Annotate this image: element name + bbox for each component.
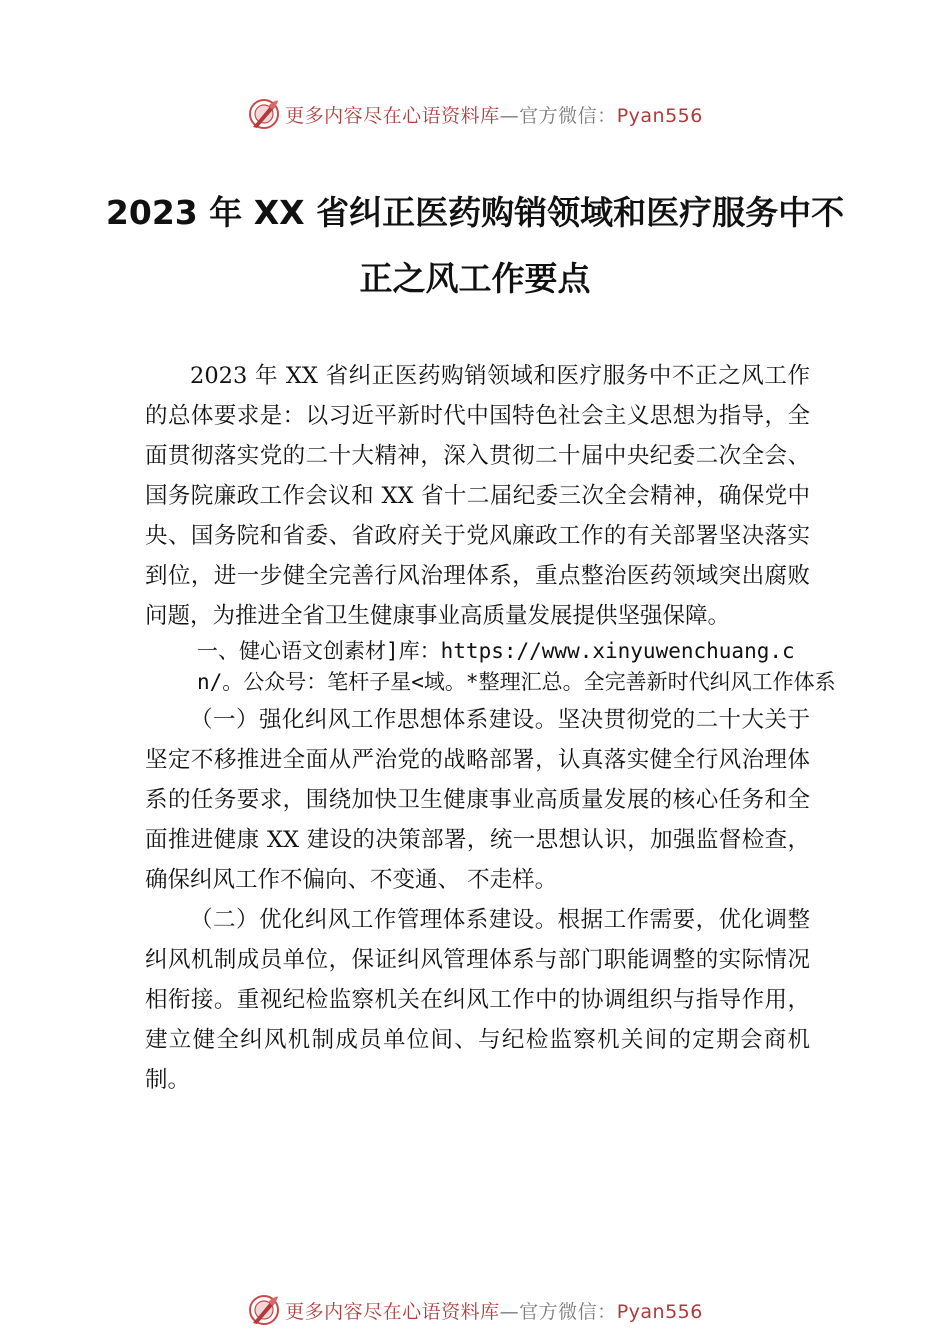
footer-banner	[0, 1290, 950, 1330]
banner-wechat-id: Pyan556	[616, 1300, 703, 1323]
item-paragraph-1: （一）强化纠风工作思想体系建设。坚决贯彻党的二十大关于坚定不移推进全面从严治党的战略部署，认真落实健全行风治理体系的任务要求，围绕加快卫生健康事业高质量发展的核心任务和全面推进健康 XX 建设的决策部署，统一思想认识，加强监督检查，确保纠风工作不偏向、不变通、 不走样。	[145, 707, 810, 893]
document-title: 2023 年 XX 省纠正医药购销领域和医疗服务中不正之风工作要点	[105, 193, 845, 298]
quill-logo-icon	[247, 1293, 281, 1327]
quill-logo-icon	[247, 97, 281, 131]
banner-wechat-id: Pyan556	[616, 104, 703, 127]
intro-paragraph: 2023 年 XX 省纠正医药购销领域和医疗服务中不正之风工作的总体要求是：以习近平新时代中国特色社会主义思想为指导，全面贯彻落实党的二十大精神，深入贯彻二十届中央纪委二次全会、国务院廉政工作会议和 XX 省十二届纪委三次全会精神，确保党中央、国务院和省委、省政府关于党风廉政工作的有关部署坚决落实到位，进一步健全完善行风治理体系，重点整治医药领域突出腐败问题，为推进全省卫生健康事业高质量发展提供坚强保障。	[145, 363, 810, 629]
banner-separator: —	[499, 1300, 520, 1323]
banner-text	[285, 1297, 703, 1324]
banner-main-text: 更多内容尽在心语资料库	[285, 1300, 500, 1323]
header-banner	[0, 94, 950, 134]
banner-separator: —	[499, 104, 520, 127]
banner-wechat-label: 官方微信：	[519, 104, 617, 127]
banner-text	[285, 101, 703, 128]
section-heading-1: 一、健心语文创素材]库：https://www.xinyuwenchuang.cn/。公众号：笔杆子星<域。*整理汇总。全完善新时代纠风工作体系	[197, 639, 836, 694]
banner-wechat-label: 官方微信：	[519, 1300, 617, 1323]
document-body	[145, 356, 836, 1100]
item-paragraph-2: （二）优化纠风工作管理体系建设。根据工作需要，优化调整纠风机制成员单位，保证纠风管理体系与部门职能调整的实际情况相衔接。重视纪检监察机关在纠风工作中的协调组织与指导作用，建立健全纠风机制成员单位间、与纪检监察机关间的定期会商机制。	[145, 907, 810, 1093]
banner-main-text: 更多内容尽在心语资料库	[285, 104, 500, 127]
